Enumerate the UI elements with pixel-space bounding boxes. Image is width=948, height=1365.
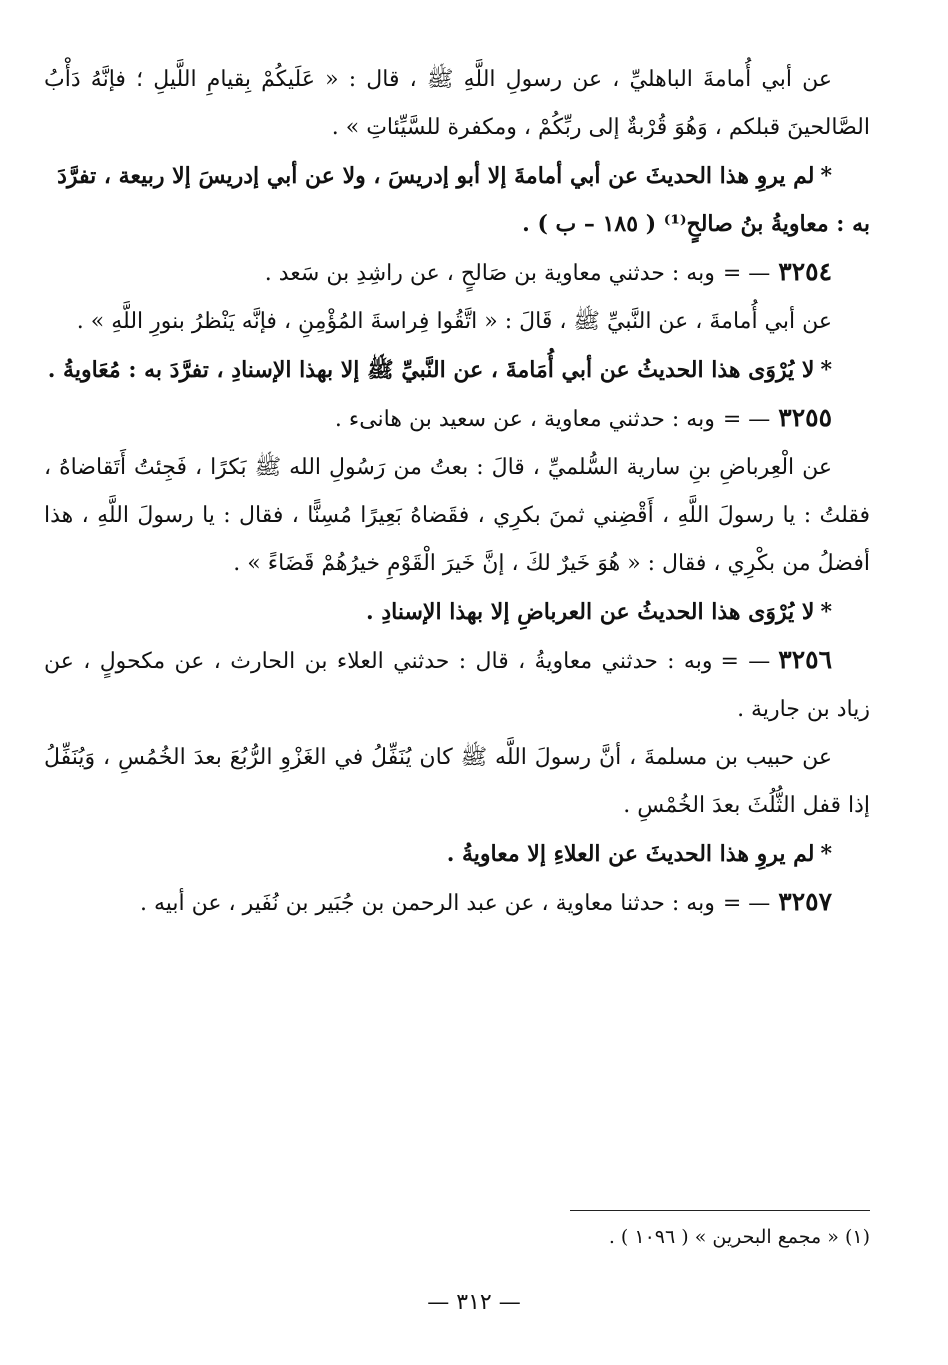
hadith-text: عن الْعِرباضِ بنِ سارية السُّلميِّ ، قالَ : بعتُ من رَسُولِ الله ﷺ بَكرًا ، فَجِئتُ أَتَقاضاهُ ، فقلتُ : يا رسولَ اللَّهِ ، أَقْضِني ثمنَ بكرِي ، فقَضاهُ بَعِيرًا مُسِنًّا ، فقال : يا رسولَ اللَّهِ ، هذا أفضلُ من بكْرِي ، فقال : « هُوَ خَيرٌ لكَ ، إنَّ خَيرَ الْقَوْمِ خيرُهُمْ قَضَاءً » . (44, 455, 871, 576)
hadith-entry (44, 248, 870, 298)
hadith-entry (44, 878, 870, 928)
note-text: لا يُرْوَى هذا الحديثُ عن العرباضِ إلا بهذا الإسنادِ . (366, 599, 815, 625)
narration-note (44, 830, 870, 878)
narration-note (44, 588, 870, 636)
narration-note (44, 152, 870, 248)
hadith-text: عن حبيب بن مسلمةَ ، أنَّ رسولَ اللَّه ﷺ كان يُنَفِّلُ في الغَزْوِ الرُّبُعَ بعدَ الخُمُسِ ، وَيُنَفِّلُ إذا قفل الثُّلُثَ بعدَ الخُمْسِ . (44, 745, 870, 818)
hadith-entry (44, 636, 870, 734)
asterisk-mark: * (820, 599, 832, 625)
isnad-separator: — = (722, 261, 771, 286)
isnad-text: وبه : حدثني معاوية بن صَالحٍ ، عن راشِدِ بن سَعد . (264, 261, 715, 286)
hadith-text: عن أبي أُمامةَ الباهليِّ ، عن رسولِ اللَّهِ ﷺ ، قال : « عَلَيكُمْ بِقيامِ اللَّيلِ ؛ فإنَّهُ دَأْبُ الصَّالحينَ قبلكم ، وَهُوَ قُرْبةٌ إلى ربِّكُمْ ، ومكفرة للسَّيِّئاتِ » . (44, 67, 870, 140)
asterisk-mark: * (820, 841, 832, 867)
footnote: (١) « مجمع البحرين » ( ١٠٩٦ ) . (608, 1226, 870, 1248)
hadith-number: ٣٢٥٤ (778, 257, 832, 286)
hadith-number: ٣٢٥٥ (778, 403, 832, 432)
footnote-divider (570, 1210, 870, 1211)
hadith-number: ٣٢٥٧ (778, 887, 832, 916)
note-text: لم يروِ هذا الحديثَ عن أبي أمامةَ إلا أبو إدريسَ ، ولا عن أبي إدريسَ إلا ربيعة ، تفرَّدَ به : معاويةُ بنُ صالحٍ⁽¹⁾ ( ١٨٥ – ب ) . (57, 163, 870, 237)
note-text: لا يُرْوَى هذا الحديثُ عن أبي أُمَامةَ ، عن النَّبيِّ ﷺ إلا بهذا الإسنادِ ، تفرَّدَ به : مُعَاويةُ . (47, 357, 815, 383)
isnad-separator: — = (722, 891, 771, 916)
hadith-entry (44, 394, 870, 444)
page-number: — ٣١٢ — (427, 1290, 521, 1315)
isnad-separator: — = (722, 407, 771, 432)
hadith-number: ٣٢٥٦ (778, 645, 832, 674)
isnad-text: وبه : حدثنا معاوية ، عن عبد الرحمن بن جُبَير بن نُفَير ، عن أبيه . (140, 891, 715, 916)
isnad-separator: — = (720, 649, 771, 674)
hadith-text: عن أبي أُمامةَ ، عن النَّبيِّ ﷺ ، قَالَ : « اتَّقُوا فِراسةَ المُؤْمِنِ ، فإنَّه يَنْظرُ بنورِ اللَّهِ » . (76, 309, 832, 334)
asterisk-mark: * (820, 163, 832, 189)
page-body (44, 56, 870, 928)
isnad-text: وبه : حدثني معاويةُ ، قال : حدثني العلاء بن الحارث ، عن مكحولٍ ، عن زياد بن جارية . (44, 649, 870, 722)
asterisk-mark: * (820, 357, 832, 383)
narration-note (44, 346, 870, 394)
note-text: لم يروِ هذا الحديثَ عن العلاءِ إلا معاويةُ . (446, 841, 815, 867)
isnad-text: وبه : حدثني معاوية ، عن سعيد بن هانىء . (334, 407, 715, 432)
